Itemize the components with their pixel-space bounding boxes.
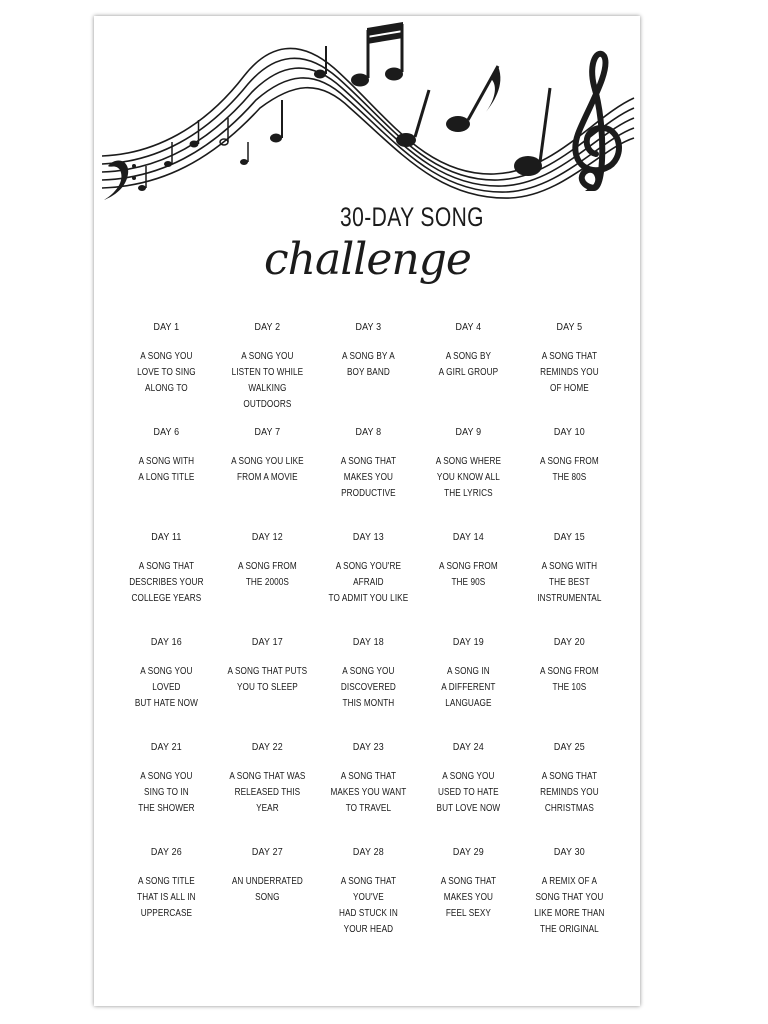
- day-label: DAY 12: [251, 531, 283, 543]
- day-cell: [116, 837, 217, 942]
- song-prompt: A SONG YOU LIKE FROM A MOVIE: [230, 456, 304, 483]
- day-label: DAY 4: [455, 321, 482, 333]
- day-cell: [318, 732, 419, 837]
- song-prompt: A SONG THAT YOU'VE HAD STUCK IN YOUR HEAD: [338, 876, 398, 935]
- song-prompt: A SONG YOU LOVED BUT HATE NOW: [134, 666, 198, 709]
- day-label: DAY 27: [251, 846, 283, 858]
- day-label: DAY 21: [150, 741, 182, 753]
- day-label: DAY 16: [150, 636, 182, 648]
- day-label: DAY 19: [453, 636, 485, 648]
- song-prompt: A SONG FROM THE 90S: [439, 561, 499, 588]
- song-prompt: A SONG YOU LOVE TO SING ALONG TO: [137, 351, 196, 394]
- song-prompt: A REMIX OF A SONG THAT YOU LIKE MORE THAN THE ORIGINAL: [534, 876, 605, 935]
- day-label: DAY 8: [355, 426, 381, 438]
- song-prompt: A SONG YOU LISTEN TO WHILE WALKING OUTDOORS: [231, 351, 303, 410]
- song-prompt: A SONG TITLE THAT IS ALL IN UPPERCASE: [137, 876, 196, 919]
- song-prompt: A SONG THAT MAKES YOU PRODUCTIVE: [340, 456, 396, 499]
- day-cell: [217, 732, 318, 837]
- song-prompt: AN UNDERRATED SONG: [231, 876, 303, 903]
- day-cell: [519, 312, 620, 417]
- day-cell: [116, 627, 217, 732]
- day-cell: [217, 837, 318, 942]
- day-label: DAY 18: [352, 636, 384, 648]
- day-cell: [217, 522, 318, 627]
- song-prompt: A SONG IN A DIFFERENT LANGUAGE: [441, 666, 496, 709]
- day-label: DAY 15: [554, 531, 586, 543]
- day-cell: [116, 417, 217, 522]
- song-prompt: A SONG BY A BOY BAND: [341, 351, 395, 378]
- day-label: DAY 5: [556, 321, 583, 333]
- day-label: DAY 30: [554, 846, 586, 858]
- song-prompt: A SONG WITH THE BEST INSTRUMENTAL: [537, 561, 602, 604]
- day-label: DAY 23: [352, 741, 384, 753]
- day-label: DAY 28: [352, 846, 384, 858]
- day-label: DAY 3: [355, 321, 381, 333]
- day-cell: [418, 417, 519, 522]
- day-label: DAY 22: [251, 741, 283, 753]
- song-prompt: A SONG FROM THE 2000S: [237, 561, 297, 588]
- song-prompt: A SONG THAT MAKES YOU WANT TO TRAVEL: [330, 771, 406, 814]
- day-cell: [318, 837, 419, 942]
- song-prompt: A SONG THAT REMINDS YOU OF HOME: [540, 351, 599, 394]
- day-cell: [318, 627, 419, 732]
- day-cell: [519, 627, 620, 732]
- day-label: DAY 2: [254, 321, 281, 333]
- day-cell: [116, 312, 217, 417]
- day-label: DAY 17: [251, 636, 283, 648]
- day-cell: [418, 732, 519, 837]
- day-cell: [116, 732, 217, 837]
- page-title: 30-DAY SONG: [340, 202, 484, 232]
- day-cell: [519, 837, 620, 942]
- day-label: DAY 6: [153, 426, 180, 438]
- day-label: DAY 9: [455, 426, 482, 438]
- day-cell: [418, 627, 519, 732]
- day-label: DAY 1: [153, 321, 180, 333]
- challenge-card: [94, 16, 640, 1006]
- song-prompt: A SONG FROM THE 80S: [540, 456, 599, 483]
- day-cell: [519, 522, 620, 627]
- song-prompt: A SONG YOU SING TO IN THE SHOWER: [138, 771, 195, 814]
- day-cell: [418, 522, 519, 627]
- song-prompt: A SONG THAT DESCRIBES YOUR COLLEGE YEARS: [129, 561, 204, 604]
- song-prompt: A SONG THAT REMINDS YOU CHRISTMAS: [540, 771, 599, 814]
- day-cell: [519, 417, 620, 522]
- day-cell: [318, 312, 419, 417]
- day-label: DAY 7: [254, 426, 281, 438]
- day-cell: [116, 522, 217, 627]
- day-cell: [418, 837, 519, 942]
- day-label: DAY 25: [554, 741, 586, 753]
- day-label: DAY 24: [453, 741, 485, 753]
- page-subtitle: challenge: [264, 234, 471, 285]
- day-cell: [217, 627, 318, 732]
- beamed-notes-icon: [351, 22, 550, 176]
- song-prompt: A SONG YOU DISCOVERED THIS MONTH: [340, 666, 396, 709]
- song-prompt: A SONG WITH A LONG TITLE: [138, 456, 195, 483]
- music-staff-icon: [94, 16, 640, 206]
- song-prompt: A SONG THAT WAS RELEASED THIS YEAR: [229, 771, 306, 814]
- song-prompt: A SONG WHERE YOU KNOW ALL THE LYRICS: [436, 456, 502, 499]
- song-prompt: A SONG BY A GIRL GROUP: [439, 351, 499, 378]
- song-prompt: A SONG THAT MAKES YOU FEEL SEXY: [441, 876, 497, 919]
- song-prompt: A SONG THAT PUTS YOU TO SLEEP: [227, 666, 308, 693]
- day-label: DAY 10: [554, 426, 586, 438]
- day-cell: [318, 417, 419, 522]
- song-prompt: A SONG FROM THE 10S: [540, 666, 599, 693]
- song-prompt: A SONG YOU USED TO HATE BUT LOVE NOW: [436, 771, 501, 814]
- day-label: DAY 26: [150, 846, 182, 858]
- day-label: DAY 20: [554, 636, 586, 648]
- song-prompt: A SONG YOU'RE AFRAID TO ADMIT YOU LIKE: [328, 561, 408, 604]
- day-cell: [217, 312, 318, 417]
- day-grid: [116, 312, 620, 942]
- day-cell: [318, 522, 419, 627]
- day-cell: [217, 417, 318, 522]
- day-cell: [519, 732, 620, 837]
- day-label: DAY 29: [453, 846, 485, 858]
- day-cell: [418, 312, 519, 417]
- day-label: DAY 14: [453, 531, 485, 543]
- day-label: DAY 11: [151, 531, 182, 543]
- day-label: DAY 13: [352, 531, 384, 543]
